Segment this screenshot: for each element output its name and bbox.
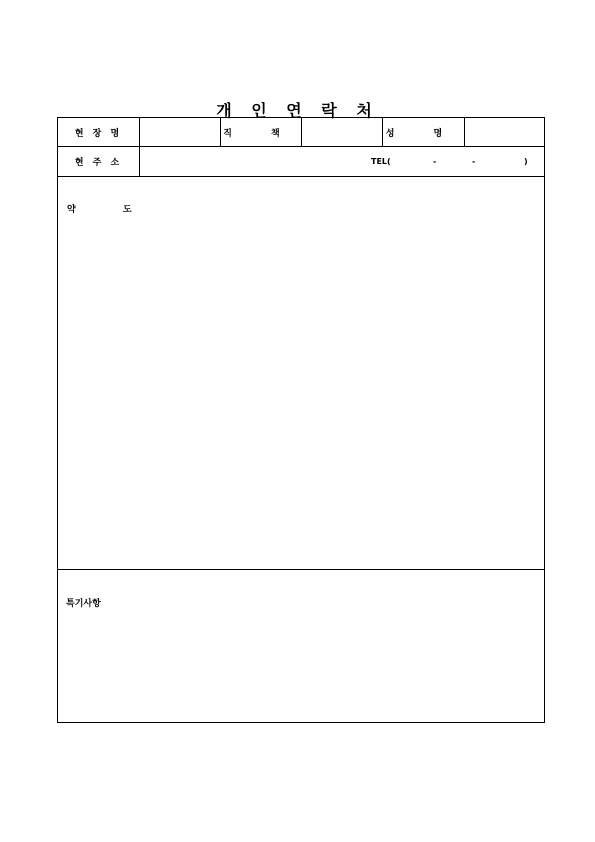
- site-name-label: 현 장 명: [74, 128, 123, 139]
- name-label: 성 명: [385, 128, 461, 139]
- row-address-tel: [58, 147, 544, 177]
- address-field[interactable]: [139, 147, 543, 176]
- address-label: 현 주 소: [74, 158, 123, 168]
- document-title: 개 인 연 락 처: [216, 101, 379, 120]
- tel-dash-1: -: [433, 157, 437, 166]
- tel-prefix: TEL(: [371, 157, 391, 166]
- row-site-position-name: [58, 118, 544, 147]
- position-label: 직 책: [223, 128, 298, 139]
- contact-form: [57, 117, 545, 723]
- name-field[interactable]: [464, 118, 543, 146]
- notes-label: 특기사항: [66, 599, 101, 609]
- tel-suffix: ): [524, 157, 528, 166]
- position-field[interactable]: [301, 118, 382, 146]
- tel-dash-2: -: [472, 157, 476, 166]
- site-name-field[interactable]: [139, 118, 220, 146]
- sketch-label: 약 도: [67, 205, 154, 215]
- sketch-area[interactable]: [58, 177, 544, 570]
